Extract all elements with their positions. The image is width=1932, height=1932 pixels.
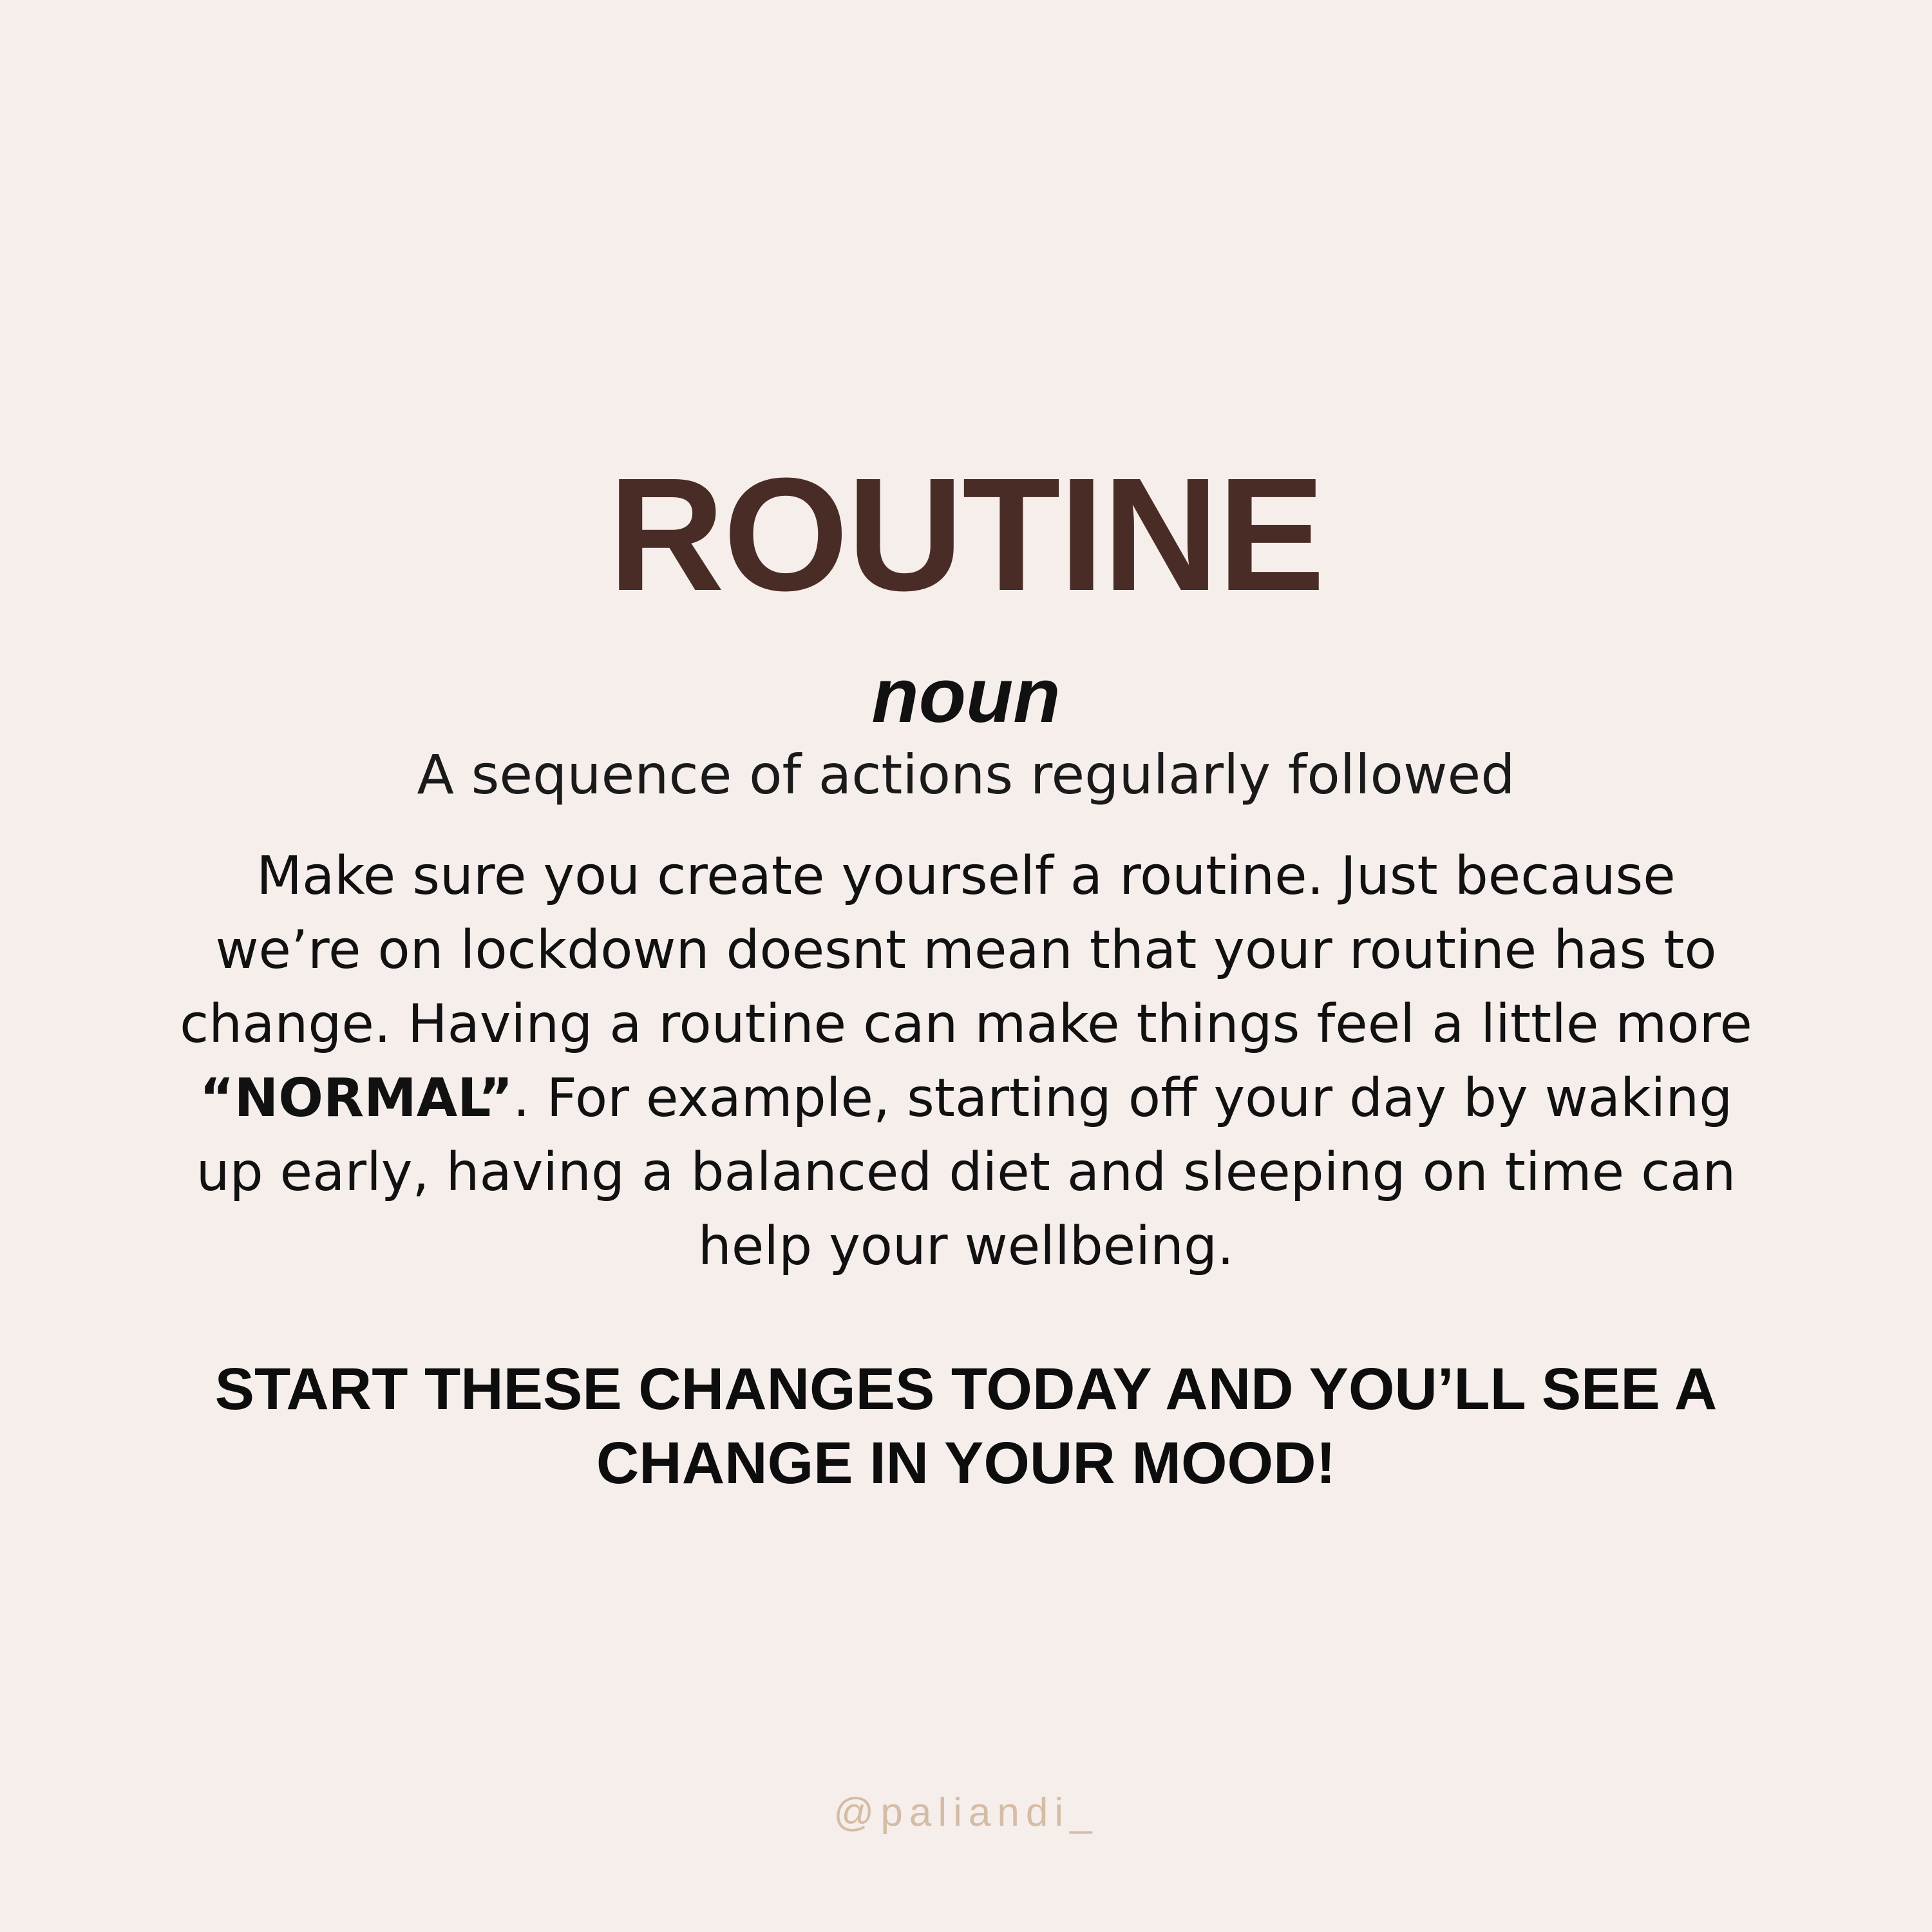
body-paragraph [135,839,1797,1283]
body-line-rest: . For example, starting off your day by waking [513,1068,1733,1129]
part-of-speech: noun [871,652,1061,739]
term-title: ROUTINE [608,444,1324,624]
cta-line: CHANGE IN YOUR MOOD! [596,1430,1336,1496]
body-line: Make sure you create yourself a routine. Just because [256,846,1676,907]
cta-line: START THESE CHANGES TODAY AND YOU’LL SEE A [214,1356,1718,1422]
normal-emphasis: “NORMAL” [199,1068,513,1129]
body-line: change. Having a routine can make things feel a little more [180,994,1752,1055]
call-to-action [0,1352,1932,1501]
body-line: we’re on lockdown doesnt mean that your routine has to [215,920,1717,981]
body-line [135,1061,1797,1135]
body-line: help your wellbeing. [697,1216,1235,1277]
body-line: up early, having a balanced diet and sleeping on time can [196,1142,1736,1203]
account-handle: @paliandi_ [833,1790,1099,1835]
definition-text: A sequence of actions regularly followed [417,743,1515,806]
